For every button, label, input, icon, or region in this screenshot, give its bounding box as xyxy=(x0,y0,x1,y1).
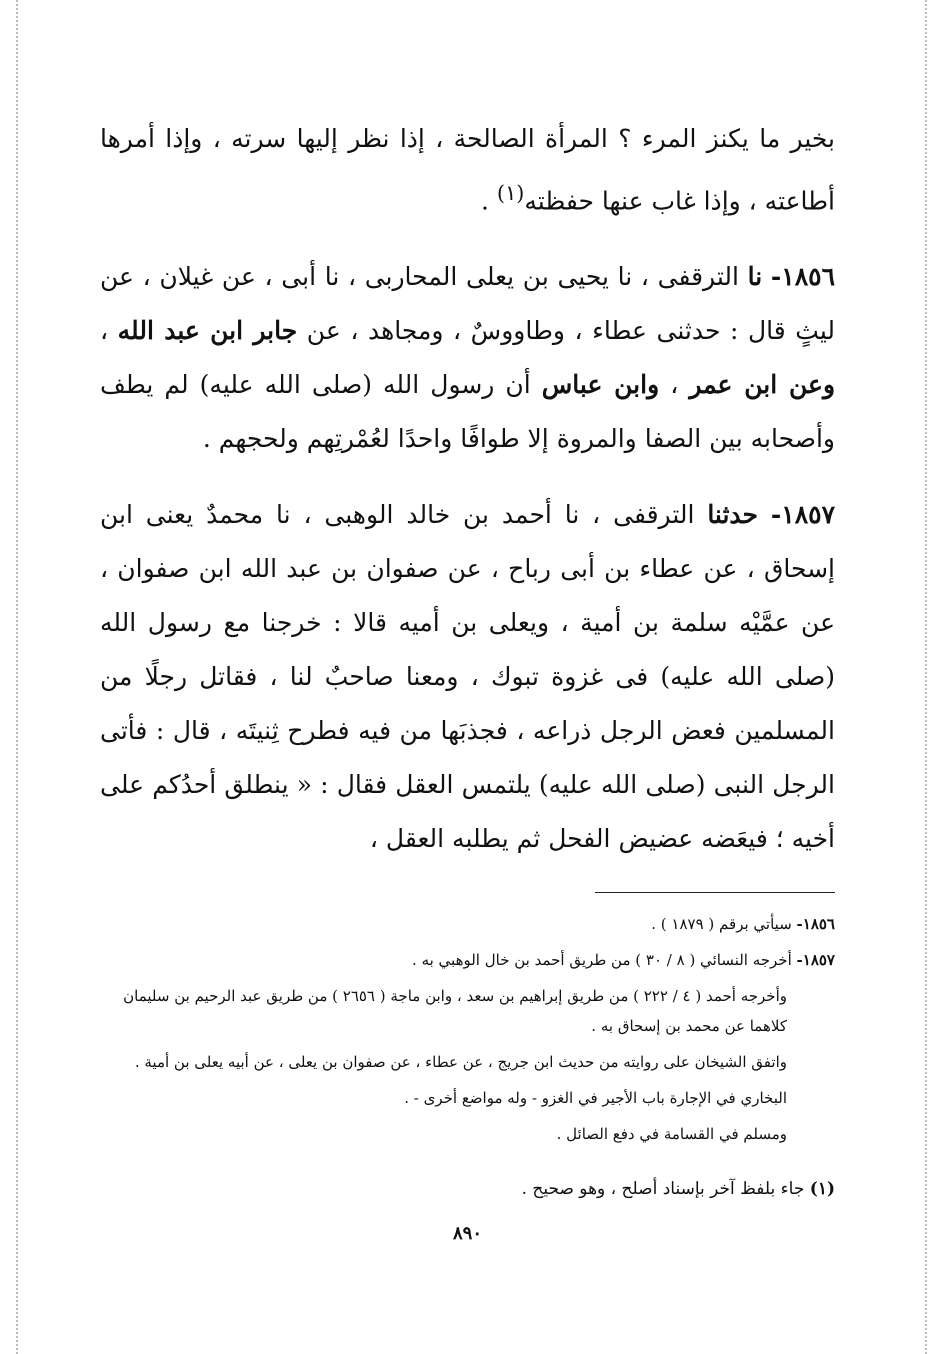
footnote-text: جاء بلفظ آخر بإسناد أصلح ، وهو صحيح . xyxy=(521,1179,810,1200)
takhrij-notes xyxy=(100,909,835,1149)
hadith-text: الترقفى ، نا أحمد بن خالد الوهبى ، نا محمدٌ يعنى ابن إسحاق ، عن عطاء بن أبى رباح ، عن صفوان بن عبد الله ابن صفوان ، عن عمَّيْه سلمة بن أمية ، ويعلى بن أميه قالا : خرجنا مع رسول الله (صلى الله عليه) فى غزوة تبوك ، ومعنا صاحبٌ لنا ، فقاتل رجلًا من المسلمين فعض الرجل ذراعه ، فجذبَها من فيه فطرح ثِنيتَه ، قال : فأتى الرجل النبى (صلى الله عليه) يلتمس العقل فقال : « ينطلق أحدُكم على أخيه ؛ فيعَضه عضيض الفحل ثم يطلبه العقل ، xyxy=(100,500,835,854)
hadith-lead: حدثنا xyxy=(707,500,759,530)
footnote-marker: (١) xyxy=(809,1179,835,1200)
scan-edge-right xyxy=(925,0,927,1354)
hadith-text: أن رسول الله (صلى الله عليه) لم يطف وأصحابه بين الصفا والمروة إلا طوافًا واحدًا لعُمْرتِهم ولحجهم . xyxy=(100,370,835,454)
sub-note: ومسلم في القسامة في دفع الصائل . xyxy=(556,1125,787,1144)
intro-end: . xyxy=(481,186,497,216)
sub-note: البخاري في الإجارة باب الأجير في الغزو - وله مواضع أخرى - . xyxy=(404,1089,787,1108)
main-text xyxy=(100,112,835,866)
footnote-ref: (١) xyxy=(496,181,525,205)
note xyxy=(100,909,835,939)
hadith-1857 xyxy=(100,488,835,866)
narrator-name: وعن ابن عمر xyxy=(689,370,836,400)
sub-note: واتفق الشيخان على روايته من حديث ابن جريج ، عن عطاء ، عن صفوان بن يعلى ، عن أبيه يعلى بن أمية . xyxy=(134,1053,787,1072)
sub-note: وأخرجه أحمد ( ٤ / ٢٢٢ ) من طريق إبراهيم بن سعد ، وابن ماجة ( ٢٦٥٦ ) من طريق عبد الرحيم بن سليمان كلاهما عن محمد بن إسحاق به . xyxy=(123,987,787,1036)
intro-line-2: أطاعته ، وإذا غاب عنها حفظته xyxy=(524,186,835,216)
separator: ، xyxy=(659,370,690,400)
narrator-name: جابر ابن عبد الله xyxy=(117,316,298,346)
notes-divider xyxy=(595,892,835,893)
note-number: ١٨٥٦- xyxy=(796,915,835,934)
hadith-number: ١٨٥٧- xyxy=(770,500,835,530)
separator: ، xyxy=(100,316,118,346)
note-number: ١٨٥٧- xyxy=(796,951,835,970)
page-number: ٨٩٠ xyxy=(452,1223,482,1245)
scan-edge-left xyxy=(16,0,18,1354)
note-text: سيأتي برقم ( ١٨٧٩ ) . xyxy=(651,915,797,934)
hadith-text: الترقفى ، نا يحيى بن يعلى المحاربى ، نا أبى ، عن غيلان ، عن ليثٍ قال : حدثنى عطاء ، وطاووسٌ ، ومجاهد ، عن xyxy=(100,262,836,346)
footnote xyxy=(100,1179,835,1199)
note-text: أخرجه النسائي ( ٨ / ٣٠ ) من طريق أحمد بن خال الوهبي به . xyxy=(412,951,797,970)
hadith-1856 xyxy=(100,250,835,466)
hadith-lead: نا xyxy=(747,262,763,292)
hadith-number: ١٨٥٦- xyxy=(770,262,836,292)
document-page xyxy=(100,112,835,1244)
intro-line-1: بخير ما يكنز المرء ؟ المرأة الصالحة ، إذا نظر إليها سرته ، وإذا أمرها xyxy=(100,124,835,153)
note xyxy=(100,945,835,975)
intro-paragraph xyxy=(100,112,835,228)
narrator-name: وابن عباس xyxy=(541,370,660,400)
